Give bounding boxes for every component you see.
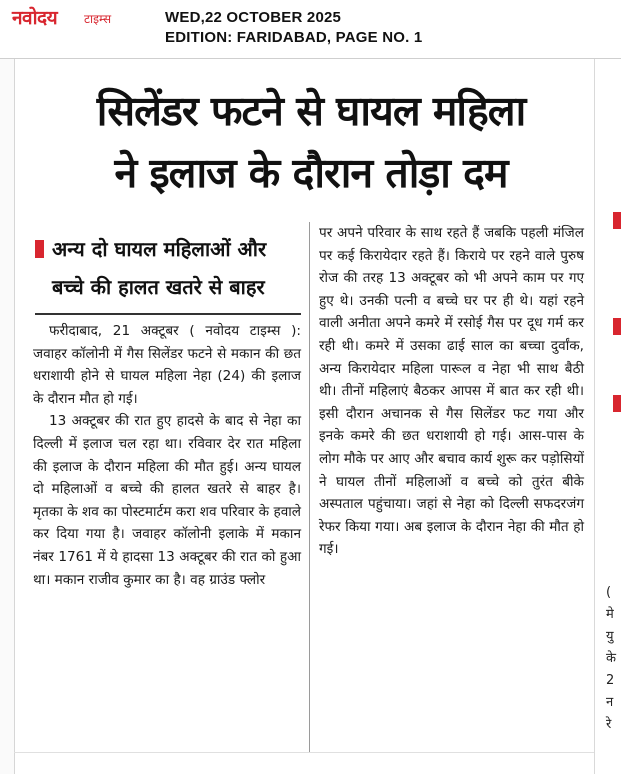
paragraph-3: पर अपने परिवार के साथ रहते हैं जबकि पहली मंजिल पर कई किरायेदार रहते हैं। किराये पर रहने वाले पुरुष रोज की तरह 13 अक्टूबर को भी अपने काम पर गए हुए थे। उनकी पत्नी व बच्चे घर पर ही थे। यहां रहने वाली अनीता अपने कमरे में रसोई गैस पर दूध गर्म कर रही थी। कमरे में उसका ढाई साल का बच्चा दुर्वांक, अन्य किरायेदार महिला पारूल व नेहा भी साथ बैठी थी। तीनों महिलाएं बैठकर आपस में बात कर रही थी। इसी दौरान अचानक से गैस सिलेंडर फट गया और इनके कमरे की छत धराशायी हो गई। आस-पास के लोग मौके पर आए और बचाव कार्य शुरू कर पड़ोसियों ने घायल तीनों महिलाओं व बच्चे को तुरंत बीके अस्पताल पहुंचाया। जहां से नेहा को दिल्ली सफदरजंग रेफर किया गया। अब इलाज के दौरान नेहा की मौत हो गई। [319,225,584,558]
article-headline [22,80,600,204]
paragraph-1: फरीदाबाद, 21 अक्टूबर ( नवोदय टाइम्स ): जवाहर कॉलोनी में गैस सिलेंडर फटने से मकान की छत धराशायी होने से घायल महिला नेहा (24) की इलाज के दौरान मौत हो गई। [33,323,301,407]
left-page-margin [0,59,15,774]
headline-line-2: ने इलाज के दौरान तोड़ा दम [114,149,508,197]
adjacent-text-fragment: न [606,695,614,710]
column-divider [309,222,310,752]
edition-info [165,8,422,48]
adjacent-text-fragment: मे [606,607,614,622]
adjacent-red-marker [613,212,621,229]
adjacent-text-fragment: रे [606,717,612,732]
page-top-rule [0,58,621,59]
bottom-rule [14,752,594,753]
subhead-line-2: बच्चे की हालत खतरे से बाहर [52,275,265,299]
edition-line: EDITION: FARIDABAD, PAGE NO. 1 [165,29,423,46]
paragraph-2: 13 अक्टूबर की रात हुए हादसे के बाद से नेहा का दिल्ली में इलाज चल रहा था। रविवार देर रात महिला की इलाज के दौरान महिला की मौत हुई। अन्य घायल दो महिलाओं व बच्चे की हालत खतरे से बाहर है। मृतका के शव का पोस्टमार्टम करा शव परिवार के हवाले कर दिया गया है। जवाहर कॉलोनी इलाके में मकान नंबर 1761 में ये हादसा 13 अक्टूबर की रात को हुआ था। मकान राजीव कुमार का है। वह ग्राउंड फ्लोर [33,413,301,588]
article-column-1 [33,320,301,591]
newspaper-logo [10,4,138,30]
adjacent-text-fragment: के [606,651,616,666]
date-line: WED,22 OCTOBER 2025 [165,9,342,26]
masthead [0,0,621,52]
adjacent-text-fragment: 2 [606,673,615,688]
subhead-divider [35,313,301,315]
red-bullet-icon [35,240,44,258]
subhead-line-1: अन्य दो घायल महिलाओं और [52,237,267,261]
adjacent-red-marker [613,318,621,335]
adjacent-text-fragment: यु [606,629,614,644]
logo-main-text: नवोदय [12,7,58,29]
adjacent-red-marker [613,395,621,412]
subhead-line-1-wrap [35,230,300,268]
adjacent-text-fragment: ( [606,585,612,600]
article-subheadline [35,230,300,306]
headline-line-1: सिलेंडर फटने से घायल महिला [96,87,526,135]
article-column-2 [319,222,584,561]
logo-sub-text: टाइम्स [84,12,112,26]
